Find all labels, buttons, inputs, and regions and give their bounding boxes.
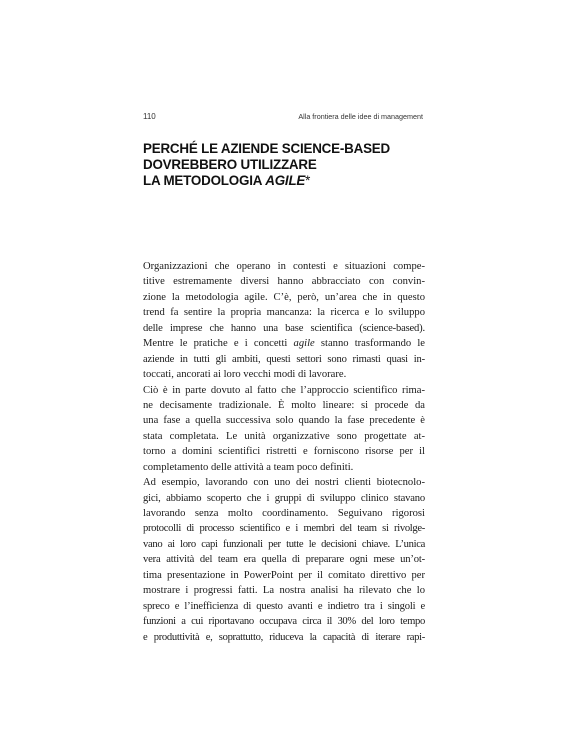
text-line: Ciò è in parte dovuto al fatto che l’approccio scientifico rima- (143, 384, 425, 396)
text-line: tima presentazione in PowerPoint per il comitato direttivo per (143, 569, 425, 581)
text-line: toccati, ancorati ai loro vecchi modi di lavorare. (143, 369, 347, 381)
text-line: gici, abbiamo scoperto che i gruppi di sviluppo clinico stavano (143, 492, 425, 504)
text-run: stanno trasformando le (314, 338, 426, 350)
chapter-title (143, 141, 443, 189)
running-title: Alla frontiera delle idee di management (298, 112, 423, 121)
text-line: e produttività e, soprattutto, riduceva la capacità di iterare rapi- (143, 631, 425, 643)
text-line: completamento delle attività a team poco definiti. (143, 461, 354, 473)
text-line: delle imprese che hanno una base scientifica (science-based). (143, 322, 425, 334)
chapter-title-line: DOVREBBERO UTILIZZARE (143, 157, 317, 172)
text-line: titive estremamente diversi hanno abbracciato con convin- (143, 276, 425, 288)
text-line: vano ai loro capi funzionali per tutte le decisioni chiave. L’unica (143, 538, 425, 550)
text-line: funzioni a cui riportavano occupava circa il 30% del loro tempo (143, 616, 425, 628)
text-run: Mentre le pratiche e i concetti (143, 338, 294, 350)
text-line: Ad esempio, lavorando con uno dei nostri clienti biotecnolo- (143, 477, 425, 489)
text-line: torno a domini scientifici ristretti e forniscono risorse per il (143, 446, 425, 458)
text-line: ne decisamente tradizionale. È molto lineare: si procede da (143, 399, 425, 411)
text-line: spreco e l’inefficienza di questo avanti e indietro tra i singoli e (143, 600, 425, 612)
text-line: mostrare i progressi fatti. La nostra analisi ha rilevato che lo (143, 585, 425, 597)
text-line: una fase a quella successiva solo quando la fase precedente è (143, 415, 425, 427)
text-line (143, 336, 425, 351)
text-line: stata completata. Le unità organizzative sono progettate at- (143, 430, 425, 442)
text-line: vera attività del team era quella di preparare ogni mese un’ot- (143, 554, 425, 566)
chapter-title-line: PERCHÉ LE AZIENDE SCIENCE-BASED (143, 141, 391, 156)
chapter-title-italic: AGILE (265, 173, 306, 188)
footnote-marker: * (305, 173, 311, 188)
text-line: zione la metodologia agile. C’è, però, un’area che in questo (143, 291, 425, 303)
chapter-title-prefix: LA METODOLOGIA (143, 173, 266, 188)
running-head (143, 112, 423, 126)
page-number: 110 (143, 112, 156, 121)
text-line: Organizzazioni che operano in contesti e situazioni compe- (143, 261, 425, 272)
chapter-title-line (143, 173, 443, 189)
emphasis-agile: agile (293, 338, 315, 350)
text-line: lavorando senza molto coordinamento. Seguivano rigorosi (143, 508, 425, 519)
body-text (143, 259, 425, 645)
text-line: trend fa sentire la propria mancanza: la ricerca e lo sviluppo (143, 307, 425, 319)
text-line: aziende in tutti gli ambiti, questi settori sono rimasti quasi in- (143, 353, 425, 365)
text-line: protocolli di processo scientifico e i membri del team si rivolge- (143, 523, 425, 535)
